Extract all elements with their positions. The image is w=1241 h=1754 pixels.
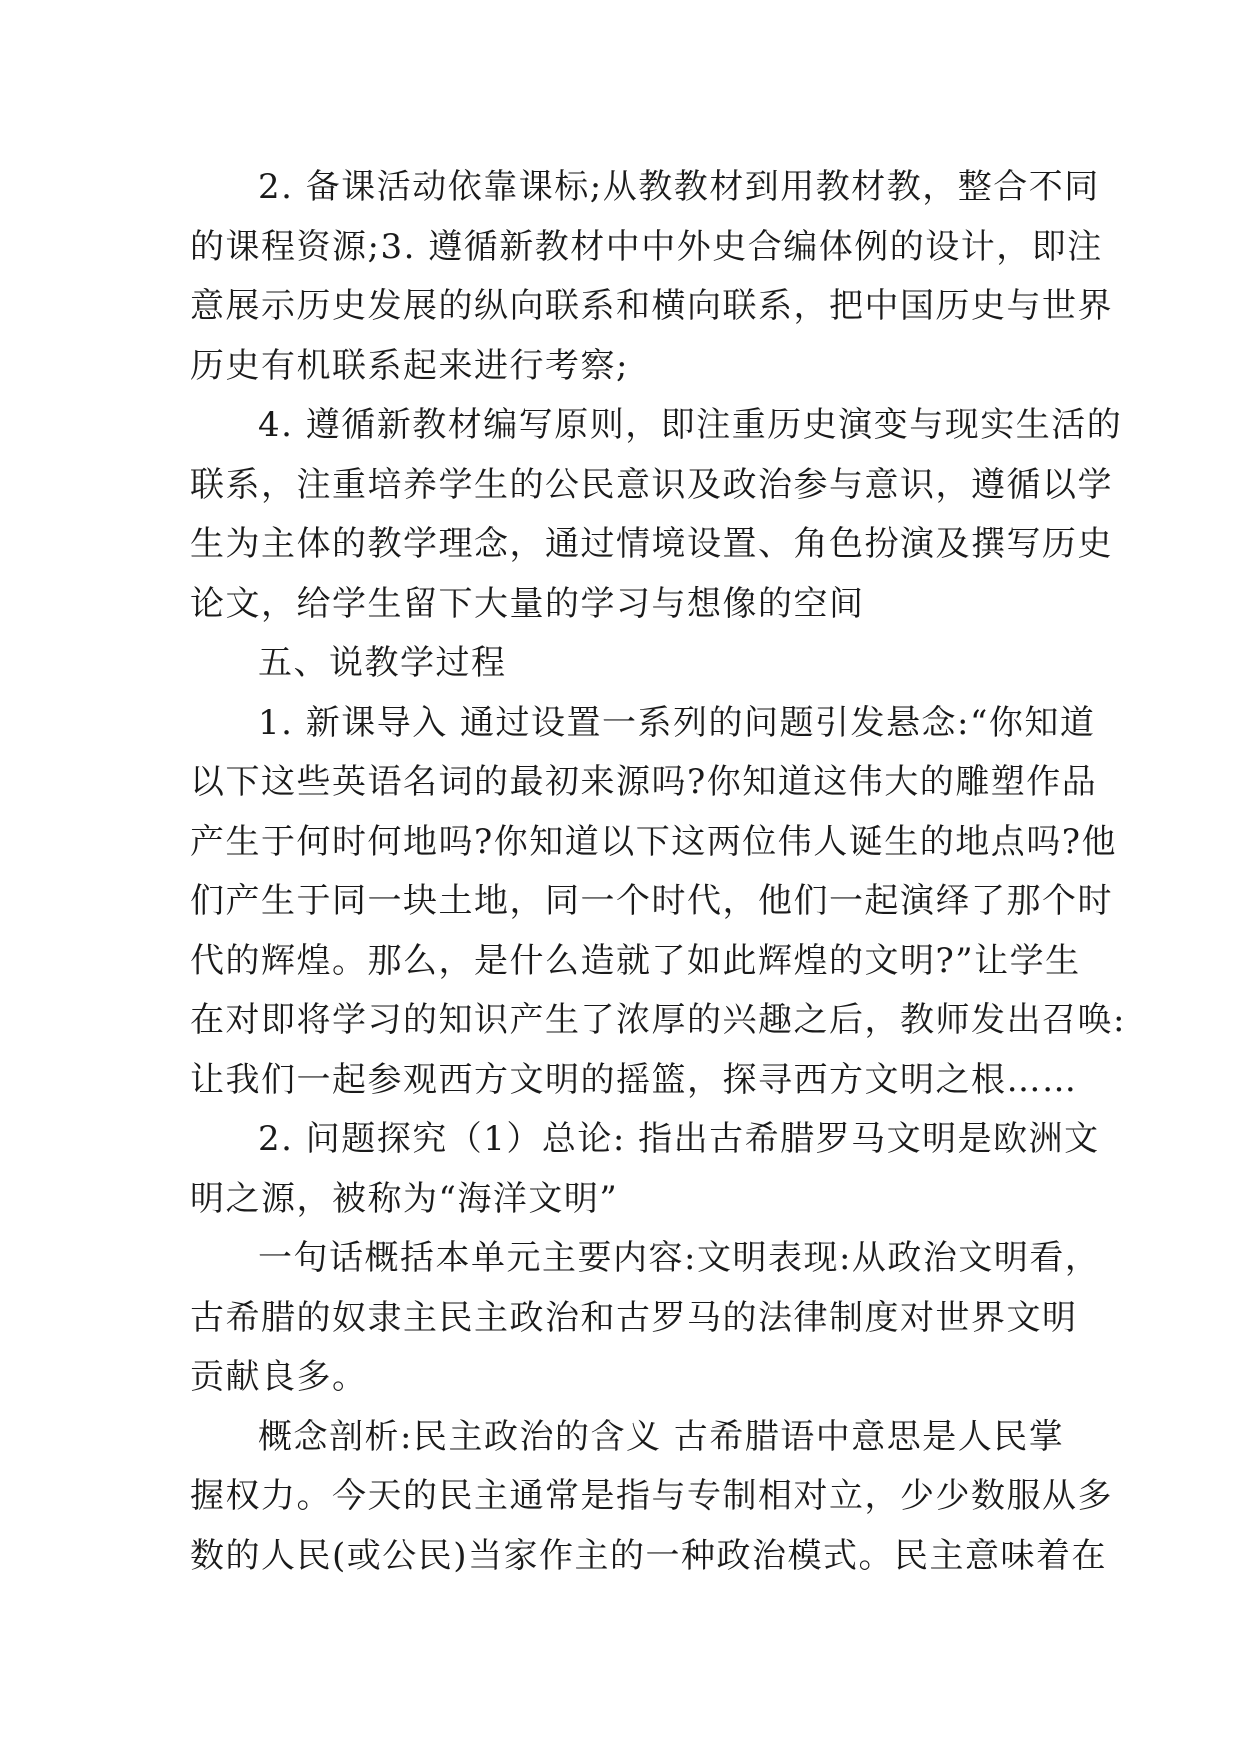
text-line: 代的辉煌。那么，是什么造就了如此辉煌的文明?”让学生	[190, 940, 1081, 981]
section-heading: 五、说教学过程	[258, 643, 507, 683]
text-line: 产生于何时何地吗?你知道以下这两位伟人诞生的地点吗?他	[190, 821, 1117, 862]
text-line: 一句话概括本单元主要内容:文明表现:从政治文明看，	[258, 1238, 1101, 1278]
text-line: 的课程资源;3. 遵循新教材中中外史合编体例的设计，即注	[190, 226, 1103, 267]
text-line: 数的人民(或公民)当家作主的一种政治模式。民主意味着在	[190, 1535, 1108, 1576]
text-line: 古希腊的奴隶主民主政治和古罗马的法律制度对世界文明	[190, 1297, 1078, 1338]
text-line: 2. 问题探究（1）总论: 指出古希腊罗马文明是欧洲文	[258, 1119, 1100, 1159]
text-line: 历史有机联系起来进行考察;	[190, 345, 629, 386]
text-line: 握权力。今天的民主通常是指与专制相对立，少少数服从多	[190, 1476, 1113, 1516]
text-line: 生为主体的教学理念，通过情境设置、角色扮演及撰写历史	[190, 524, 1113, 564]
text-line: 论文，给学生留下大量的学习与想像的空间	[190, 583, 865, 624]
text-line: 让我们一起参观西方文明的摇篮，探寻西方文明之根……	[190, 1059, 1078, 1100]
text-line: 概念剖析:民主政治的含义 古希腊语中意思是人民掌	[258, 1416, 1065, 1457]
text-line: 在对即将学习的知识产生了浓厚的兴趣之后，教师发出召唤:	[190, 1000, 1126, 1040]
text-line: 4. 遵循新教材编写原则，即注重历史演变与现实生活的	[258, 405, 1123, 445]
text-line: 以下这些英语名词的最初来源吗?你知道这伟大的雕塑作品	[190, 762, 1098, 802]
text-line: 贡献良多。	[190, 1357, 368, 1397]
text-line: 明之源，被称为“海洋文明”	[190, 1178, 619, 1219]
text-line: 2. 备课活动依靠课标;从教教材到用教材教，整合不同	[258, 167, 1100, 207]
text-line: 意展示历史发展的纵向联系和横向联系，把中国历史与世界	[190, 286, 1113, 326]
text-line: 1. 新课导入 通过设置一系列的问题引发悬念:“你知道	[258, 702, 1096, 743]
text-line: 联系，注重培养学生的公民意识及政治参与意识，遵循以学	[190, 464, 1113, 505]
document-body	[190, 158, 1126, 1586]
text-line: 们产生于同一块土地，同一个时代，他们一起演绎了那个时	[190, 881, 1113, 921]
